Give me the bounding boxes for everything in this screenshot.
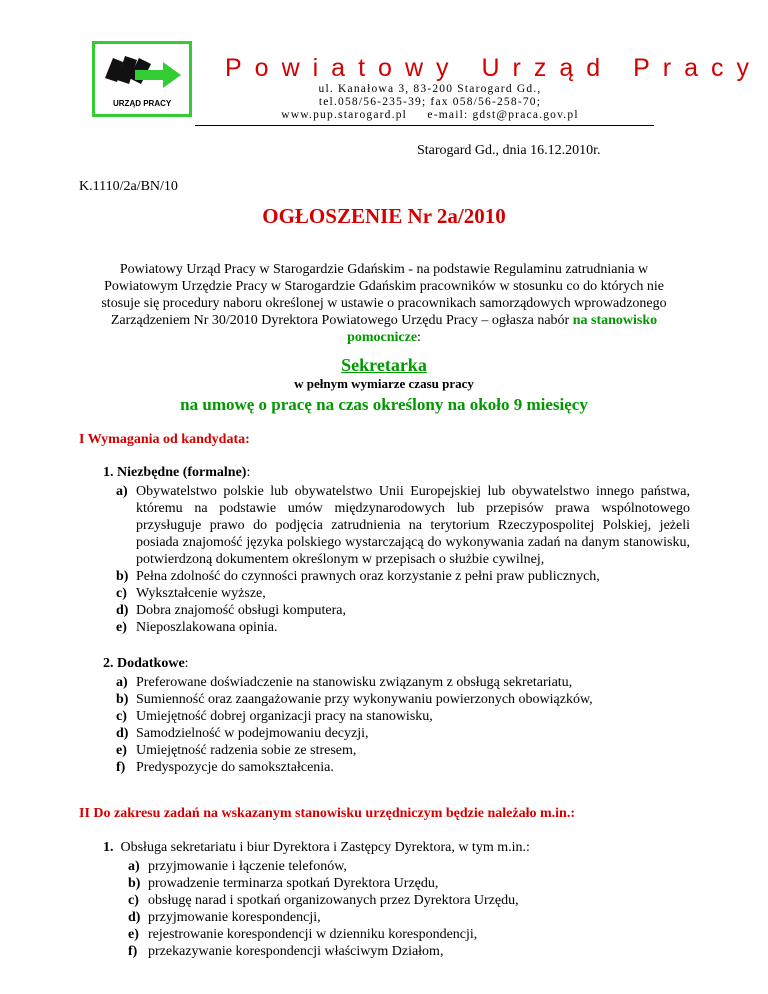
intro-text: Powiatowy Urząd Pracy w Starogardzie Gdańskim - na podstawie Regulaminu zatrudniania w Powiatowym Urzędzie Pracy w Starogardzie Gdańskim pracowników w stosunku co do których nie stosuje się procedury naboru określonej w ustawie o pracownikach samorządowych wprowadzonego Zarządzeniem Nr 30/2010 Dyrektora Powiatowego Urzędu Pracy – ogłasza nabór (101, 262, 667, 328)
additional-heading-label: 2. Dodatkowe (103, 656, 185, 671)
list-label: e) (116, 743, 127, 758)
list-label: a) (116, 675, 128, 690)
additional-heading-colon: : (184, 656, 189, 671)
list-text: prowadzenie terminarza spotkań Dyrektora Urzędu, (148, 876, 439, 891)
header-divider (195, 125, 654, 126)
list-text: rejestrowanie korespondencji w dzienniku korespondencji, (148, 927, 478, 942)
list-text: Obywatelstwo polskie lub obywatelstwo Unii Europejskiej lub obywatelstwo innego państwa, któremu na podstawie umów międzynarodowych lub przepisów prawa wspólnotowego przysługuje prawo do podjęcia zatrudnienia na terytorium Rzeczypospolitej Polskiej, jeżeli posiada znajomość języka polskiego wystarczającą do wykonywania zadań na danym stanowisku, potwierdzoną dokumentem określonym w przepisach o służbie cywilnej, (136, 484, 690, 567)
list-label: b) (116, 569, 129, 584)
list-label: d) (128, 910, 141, 925)
list-text: Pełna zdolność do czynności prawnych oraz korzystanie z pełni praw publicznych, (136, 569, 600, 584)
logo-graphic-icon (99, 48, 187, 100)
list-label: c) (128, 893, 139, 908)
list-text: Samodzielność w podejmowaniu decyzji, (136, 726, 369, 741)
section-1-heading: I Wymagania od kandydata: (79, 432, 250, 447)
required-heading (103, 465, 250, 481)
logo-text: URZĄD PRACY (113, 99, 172, 108)
list-text: przyjmowanie korespondencji, (148, 910, 321, 925)
list-item (116, 568, 690, 585)
list-item (116, 483, 690, 568)
task-1 (103, 840, 530, 856)
list-label: d) (116, 726, 129, 741)
list-label: f) (116, 760, 126, 775)
address-line-1: ul. Kanałowa 3, 83-200 Starogard Gd., (318, 83, 542, 95)
list-item (116, 674, 690, 691)
intro-end: : (417, 330, 421, 345)
required-heading-label: 1. Niezbędne (formalne) (103, 465, 247, 480)
list-item (116, 585, 690, 602)
list-text: Predyspozycje do samokształcenia. (136, 760, 334, 775)
list-label: f) (128, 944, 138, 959)
list-label: d) (116, 603, 129, 618)
list-label: e) (128, 927, 139, 942)
list-text: przyjmowanie i łączenie telefonów, (148, 859, 347, 874)
required-heading-colon: : (246, 465, 251, 480)
list-label: a) (116, 484, 128, 499)
website-link[interactable]: www.pup.starogard.pl (281, 109, 408, 121)
email-link[interactable]: e-mail: gdst@praca.gov.pl (427, 109, 579, 121)
logo (92, 41, 192, 117)
position-title: Sekretarka (341, 355, 427, 375)
additional-list (116, 674, 690, 776)
list-label: b) (128, 876, 141, 891)
list-label: a) (128, 859, 140, 874)
list-label: e) (116, 620, 127, 635)
list-item (116, 742, 690, 759)
list-text: Umiejętność dobrej organizacji pracy na stanowisku, (136, 709, 433, 724)
list-item (116, 759, 690, 776)
list-label: c) (116, 586, 127, 601)
position-contract: na umowę o pracę na czas określony na około 9 miesięcy (180, 395, 588, 414)
list-label: b) (116, 692, 129, 707)
announcement-title: OGŁOSZENIE Nr 2a/2010 (262, 204, 506, 228)
date-line: Starogard Gd., dnia 16.12.2010r. (417, 143, 601, 158)
list-item (128, 892, 688, 909)
list-label: c) (116, 709, 127, 724)
list-text: przekazywanie korespondencji właściwym Działom, (148, 944, 444, 959)
list-text: Preferowane doświadczenie na stanowisku związanym z obsługą sekretariatu, (136, 675, 573, 690)
list-text: Umiejętność radzenia sobie ze stresem, (136, 743, 357, 758)
section-2-heading: II Do zakresu zadań na wskazanym stanowisku urzędniczym będzie należało m.in.: (79, 806, 575, 821)
intro-paragraph (100, 261, 668, 346)
additional-heading (103, 656, 189, 672)
list-item (116, 725, 690, 742)
list-item (116, 691, 690, 708)
task-1-number: 1. (103, 840, 114, 855)
address-line-3 (220, 109, 640, 122)
list-text: Sumienność oraz zaangażowanie przy wykonywaniu powierzonych obowiązków, (136, 692, 593, 707)
list-item (128, 858, 688, 875)
list-item (128, 875, 688, 892)
list-item (128, 943, 688, 960)
list-text: Nieposzlakowana opinia. (136, 620, 278, 635)
list-item (128, 909, 688, 926)
list-text: obsługę narad i spotkań organizowanych przez Dyrektora Urzędu, (148, 893, 519, 908)
reference-number: K.1110/2a/BN/10 (79, 179, 178, 194)
list-item (116, 602, 690, 619)
task-1-text: Obsługa sekretariatu i biur Dyrektora i Zastępcy Dyrektora, w tym m.in.: (120, 840, 530, 855)
list-text: Wykształcenie wyższe, (136, 586, 266, 601)
org-name: Powiatowy Urząd Pracy (225, 54, 762, 82)
position-subtitle: w pełnym wymiarze czasu pracy (294, 376, 474, 391)
list-item (116, 708, 690, 725)
list-text: Dobra znajomość obsługi komputera, (136, 603, 346, 618)
required-list (116, 483, 690, 636)
address-line-2: tel.058/56-235-39; fax 058/56-258-70; (318, 96, 542, 108)
list-item (128, 926, 688, 943)
intro-highlight: na stanowisko pomocnicze (347, 313, 658, 345)
list-item (116, 619, 690, 636)
task-list (128, 858, 688, 960)
